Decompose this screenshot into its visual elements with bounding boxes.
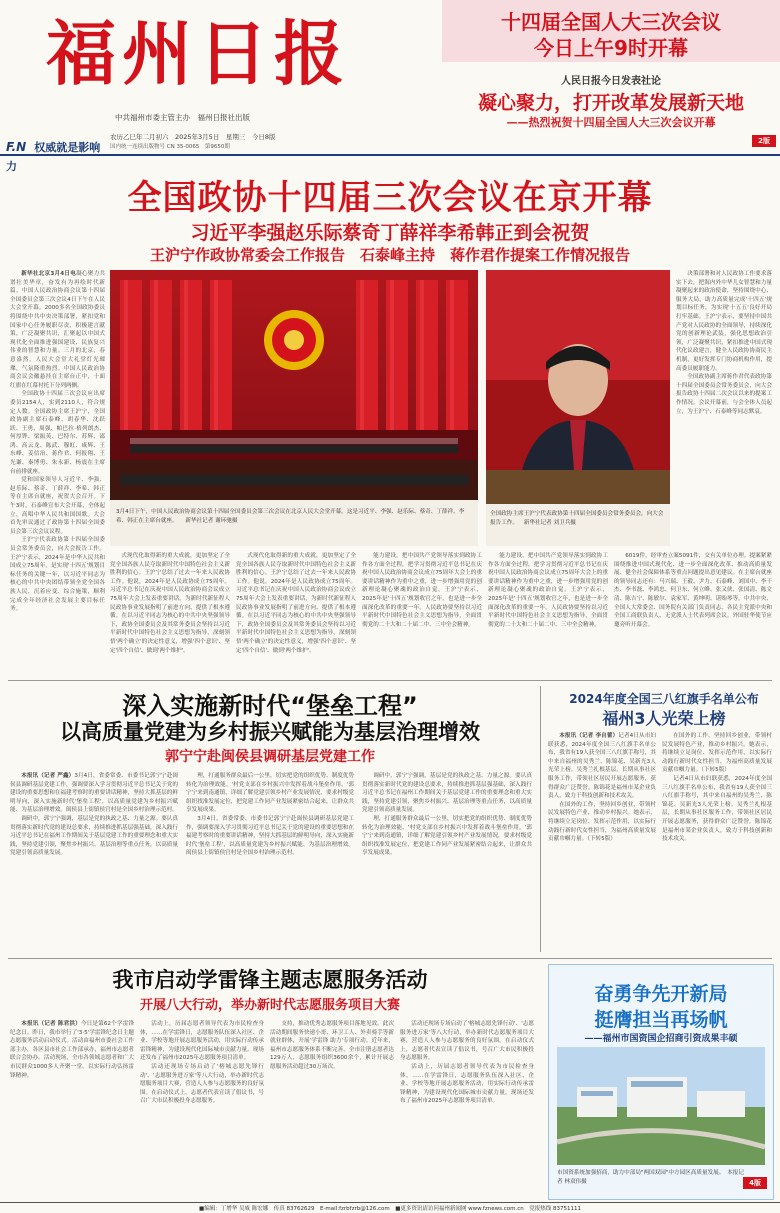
footer-text: ■编辑：丁增华 吴威 陈宏娜 传真 83762629 E-mail:fzrbfzrb@126.com ■更多资讯请访问福州新闻网 www.fznews.com.cn 党报热线 83751111	[199, 1206, 581, 1212]
story4-col1-text: 今日是第62个学雷锋纪念日。昨日，我市举行了'3·5'学雷锋纪念日主题志愿服务活动启动仪式。活动由福州市委社会工作部主办，各区县市社会工作部承办，福州市志愿者联合会协办。活动现场，全市各领域志愿者和广大市民群众1000多人齐聚一堂，以实际行动弘扬雷锋精神。	[10, 1021, 134, 1079]
lead-subtitle-1: 习近平李强赵乐际蔡奇丁薛祥李希韩正到会祝贺	[190, 222, 590, 244]
lead-col3-text: 能力建设，把中国共产党领导落实到政协工作各方面全过程，把学习贯彻习近平总书记在庆祝中国人民政治协商会议成立75周年大会上的重要讲话精神作为重中之重，进一步增强用党的创新理论凝心聚魂的政治自觉。王沪宁表示，2025年是'十四五'规划收官之年，也是进一步全面深化改革的重要一年。人民政协要坚持以习近平新时代中国特色社会主义思想为指导，全面贯彻党的二十大和二十届二中、三中全会精神。	[362, 553, 482, 628]
vertical-divider	[540, 686, 541, 952]
story3-col2-text: 在国外的工作，坚持回乡创业，带领村民发展特色产业，推动乡村振兴。她表示，将继续立足岗位、发挥示范作用，以实际行动践行新时代女性担当，为福州高质量发展贡献巾帼力量。（下转5版）	[662, 733, 772, 774]
page-badge-2: 2版	[752, 135, 776, 147]
top-headline-line2: 今日上午9时开幕	[534, 36, 688, 60]
lead-subtitle-2: 王沪宁作政协常委会工作报告 石泰峰主持 蒋作君作提案工作情况报告	[149, 246, 630, 264]
lead-column-5	[488, 552, 608, 674]
lead-column-4	[362, 552, 482, 674]
promo-caption: 市国资系统加强招商，助力中部局"两国双园"中方园区高质量发展。 本报记者 林双伟摄	[557, 1170, 744, 1185]
lead-column-2	[110, 552, 230, 674]
promo-title-1: 奋勇争先开新局	[594, 983, 728, 1005]
assembly-hall-image	[110, 270, 478, 546]
lead-photo-speaker	[486, 270, 670, 546]
photo2-credit: 新华社记者 刘卫兵摄	[523, 519, 576, 526]
masthead-title: 福州日报	[46, 12, 350, 95]
story2-col1b-text: 调研中，郭宁宁强调，基层是党的执政之基、力量之源。要认真贯彻落实新时代党的建设总要求，持续推进抓基层强基础，深入践行习近平总书记在福州工作期间关于基层党建工作的重要理念和重大实践，坚持党建引领，聚焦乡村振兴、基层治理等重点任务，以高质量党建引领高质量发展。	[10, 815, 178, 857]
story4-column-2	[140, 1020, 264, 1196]
lead-colR1b-text: 全国政协副主席蒋作君代表政协第十四届全国委员会常务委员会，向大会报告政协十四届二次会议以来的提案工作情况。会议开幕前，与会全体人员起立，为王沪宁、石泰峰等同志默哀。	[676, 374, 772, 415]
masthead	[0, 0, 440, 150]
story3-title: 2024年度全国三八红旗手名单公布	[569, 692, 759, 706]
story3-column-2	[662, 732, 772, 952]
story4-title: 我市启动学雷锋主题志愿服务活动	[112, 968, 428, 992]
story3-col1b-text: 在国外的工作，坚持回乡创业，带领村民发展特色产业，推动乡村振兴。她表示，将继续立足岗位、发挥示范作用，以实际行动践行新时代女性担当，为福州高质量发展贡献巾帼力量。（下转5版）	[548, 801, 656, 843]
story4-col4-text: 活动还现场专场启动了'榕城志愿先锋行动'、'志愿服务进万家'等八大行动，举办新时代志愿服务项目大赛，营造人人参与志愿服务的良好氛围。在启动仪式上，志愿者代表宣读了倡议书，号召广大市民积极投身志愿服务。	[400, 1021, 534, 1062]
lead-photo-assembly	[110, 270, 478, 546]
photo1-caption-text: 3月4日下午，中国人民政治协商会议第十四届全国委员会第三次会议在北京人民大会堂开幕。这是习近平、李强、赵乐际、蔡奇、丁薛祥、李希、韩正在主席台就座。	[116, 509, 465, 524]
story3-col1-text: 记者4日从市妇联获悉，2024年度全国三八红旗手名单公布，我省有19人获全国三八红旗手称号，其中来自福州的吴秀兰、陈锦花、吴新光3人光荣上榜。吴秀兰扎根基层，长期从事社区服务工作，带领社区居民开展志愿服务，获得群众广泛赞誉。陈锦花是福州市某企业负责人，致力于科技创新和技术攻关。	[548, 733, 656, 800]
story3-column-1	[548, 732, 656, 952]
masthead-tagline: 中共福州市委主管主办 福州日报社出版	[115, 113, 250, 122]
masthead-rule	[0, 154, 780, 156]
lead-column-3	[236, 552, 356, 674]
slogan-bar	[6, 136, 106, 173]
lead-photo1-caption	[116, 508, 472, 542]
lead-col1b-text: 全国政协十四届三次会议应出席委员2154人，实到2110人，符合规定人数。全国政协主席王沪宁，全国政协副主席石泰峰、胡春华、沈跃跃、王勇、周强、帕巴拉·格列朗杰、何厚铧、梁振英、巴特尔、苏辉、邵鸿、高云龙、陈武、穆虹、咸辉、王东峰、姜信治、蒋作君、何报翔、王光谦、秦博勇、朱永新、杨震在主席台前排就座。	[10, 391, 105, 475]
story2-col3-text: 调研中，郭宁宁强调，基层是党的执政之基、力量之源。要认真贯彻落实新时代党的建设总要求，持续推进抓基层强基础，深入践行习近平总书记在福州工作期间关于基层党建工作的重要理念和重大实践，坚持党建引领，聚焦乡村振兴、基层治理等重点任务，以高质量党建引领高质量发展。	[362, 773, 532, 814]
story2-title-2: 以高质量党建为乡村振兴赋能为基层治理增效	[60, 720, 480, 744]
lead-column-1	[10, 270, 105, 675]
story4-col3-text: 支持，推动优秀志愿服务项目落地见效。此次活动期间服务快递小哥、环卫工人、外卖骑手等新就业群体，开展'学雷锋 助力'专项行动。近年来，福州市志愿服务体系不断完善，全市注册志愿者达129万人，志愿服务组织3600余个，累计开展志愿服务活动超过30万场次。	[270, 1021, 394, 1070]
lead-colR1-text: 决策部署和对人民政协工作要求落实下去，把海内外中华儿女智慧和力量凝聚起来的政治使命，坚持围绕中心、服务大局，助力高质量完成'十四五'规划目标任务，为实现'十五五'良好开局打牢基础。王沪宁表示，要坚持中国共产党对人民政协的全面领导，持续深化党的创新理论武装，强化思想政治引领，广泛凝聚共识，紧扣推进中国式现代化议政建言，健全人民政协协商民主机制，更好发挥专门协商机构作用，提高委员履职能力。	[676, 271, 772, 372]
story2-col3b-text: 理，打通服务群众最后一公里，切实把党的组织优势、制度优势转化为治理效能。'村党支部在乡村振兴中发挥着战斗堡垒作用。'郭宁宁来到南通镇，详细了解党建引领乡村产业发展情况，要求村级党组织找准发展定位，把党建工作同产业发展紧密结合起来，让群众共享发展成果。	[362, 815, 532, 857]
lead-col1-text: 凝心聚力共谱壮美华章，奋发有为再绘时代新篇。中国人民政治协商会议第十四届全国委员会第三次会议4日下午在人民大会堂开幕。2000多名全国政协委员将围绕中共中央决策部署，紧扣党和国家中心任务履职尽责，积极建言献策，广泛凝聚共识，汇聚起以中国式现代化全面推进强国建设、民族复兴伟业的智慧和力量。三月的北京，春意盎然。人民大会堂大礼堂灯光璀璨，气氛隆重热烈。中国人民政治协商会议会徽悬挂在主席台正中，十面红旗在红幕衬托下分列两侧。	[10, 271, 105, 389]
story2-col2-text: 理，打通服务群众最后一公里，切实把党的组织优势、制度优势转化为治理效能。'村党支部在乡村振兴中发挥着战斗堡垒作用。'郭宁宁来到南通镇，详细了解党建引领乡村产业发展情况，要求村级党组织找准发展定位，把党建工作同产业发展紧密结合起来，让群众共享发展成果。	[186, 773, 354, 814]
section-divider-2	[8, 958, 772, 959]
lead-column-6	[614, 552, 772, 674]
photo2-caption-text: 全国政协主席王沪宁代表政协第十四届全国委员会常务委员会，向大会报告工作。	[490, 511, 664, 526]
promo-photo	[557, 1047, 765, 1165]
story4-byline: 本报讯（记者 陈君洪）	[21, 1021, 81, 1027]
promo-title-2: 挺膺担当再场帆	[594, 1009, 728, 1031]
story2-col2b-text: 3月4日，省委常委、市委书记郭宁宁赴闽侯县调研基层党建工作，强调要深入学习贯彻习近平总书记关于党的建设的重要思想和在福建考察时的重要讲话精神，坚持大抓基层的鲜明导向，深入实施新时代'堡垒工程'，以高质量党建为乡村振兴赋能、为基层治理增效。闽侯县上街镇侯官村是全国乡村治理示范村。	[186, 815, 354, 857]
lead-col1d-text: 王沪宁代表政协第十四届全国委员会常务委员会，向大会报告工作。王沪宁表示，2024年是中华人民共和国成立75周年，是实现'十四五'规划目标任务的关键一年，以习近平同志为核心的中共中央团结带领全党全国各族人民，沉着应变、综合施策，顺利完成全年经济社会发展主要目标任务。	[10, 537, 105, 613]
promo-box	[548, 964, 774, 1200]
slogan-text: 权威就是影响力	[6, 141, 101, 173]
lead-photo2-caption	[490, 510, 666, 544]
story3-byline: 本报讯（记者 李自蕾）	[559, 733, 619, 739]
lead-col1c-text: 党和国家领导人习近平、李强、赵乐际、蔡奇、丁薛祥、李希、韩正等在主席台就座，祝贺大会召开。下午3时，石泰峰宣布大会开幕，全体起立，高唱中华人民共和国国歌。大会首先审议通过了政协第十四届全国委员会第三次会议议程。	[10, 477, 105, 535]
lead-column-right	[676, 270, 772, 545]
editorial-title: 凝心聚力，打开改革发展新天地	[477, 92, 744, 114]
footer-rule	[0, 1202, 780, 1203]
issue-info: 农历乙巳年二月初六 2025年3月5日 星期三 今日8版	[110, 133, 276, 141]
photo1-credit: 新华社记者 谢环驰摄	[185, 517, 238, 524]
story4-column-4	[400, 1020, 534, 1196]
editorial-subtitle: ——热烈祝贺十四届全国人大三次会议开幕	[506, 116, 716, 129]
story4-col4b-text: 活动上，历届志愿者领导代表为市民检查身体，……在学雷锋日，志愿服务队伍深入社区、企业、学校等地开展志愿服务活动，用实际行动传承雷锋精神，为建设现代化国际城市贡献力量。现场还发布了福州市2025年志愿服务项目清单。	[400, 1063, 534, 1105]
story4-col2b-text: 活动还现场专场启动了'榕城志愿先锋行动'、'志愿服务进万家'等八大行动，举办新时代志愿服务项目大赛，营造人人参与志愿服务的良好氛围。在启动仪式上，志愿者代表宣读了倡议书，号召广大市民积极投身志愿服务。	[140, 1063, 264, 1105]
story2-byline: 本报讯（记者 严鑫）	[21, 773, 75, 779]
page-badge-4: 4版	[743, 1177, 767, 1189]
speaker-image	[486, 270, 670, 546]
serial-number: 国内统一连续出版物号 CN 35-0065 第9650期	[110, 144, 230, 150]
lead-col2b-text: 式现代化取得新的重大成就，更加坚定了全党全国各族人民夺取新时代中国特色社会主义新胜利的信心。王沪宁总结了过去一年来人民政协工作。他说，2024年是人民政协成立75周年。习近平总书记在庆祝中国人民政治协商会议成立75周年大会上发表重要讲话，为新时代新征程人民政协事业发展指明了前进方向、提供了根本遵循。在以习近平同志为核心的中共中央坚强领导下，政协全国委员会及其常务委员会坚持以习近平新时代中国特色社会主义思想为指导，深刻领悟'两个确立'的决定性意义，增强'四个意识'、坚定'四个自信'、做到'两个维护'。	[236, 553, 356, 654]
lead-col2-text: 式现代化取得新的重大成就，更加坚定了全党全国各族人民夺取新时代中国特色社会主义新胜利的信心。王沪宁总结了过去一年来人民政协工作。他说，2024年是人民政协成立75周年。习近平总书记在庆祝中国人民政治协商会议成立75周年大会上发表重要讲话，为新时代新征程人民政协事业发展指明了前进方向、提供了根本遵循。在以习近平同志为核心的中共中央坚强领导下，政协全国委员会及其常务委员会坚持以习近平新时代中国特色社会主义思想为指导，深刻领悟'两个确立'的决定性意义，增强'四个意识'、坚定'四个自信'、做到'两个维护'。	[110, 553, 230, 654]
story2-title-1: 深入实施新时代“堡垒工程”	[122, 692, 418, 720]
lead-title: 全国政协十四届三次会议在京开幕	[127, 178, 653, 218]
story4-column-1	[10, 1020, 134, 1196]
lead-col4-text: 6019件，经审查立案5091件，交有关单位办理。提案紧紧围绕推进中国式现代化、进一步全面深化改革、推动高质量发展、健全社会保障体系等重点问题提出意见建议。在主席台就座的领导同志还有：马兴瑞、王毅、尹力、石泰峰、刘国中、李干杰、李书磊、李鸿忠、何卫东、何立峰、张又侠、张国清、陈文清、陈吉宁、陈敏尔、袁家军、黄坤明、谌贻琴等。中共中央、全国人大常委会、国务院有关部门负责同志、各民主党派中央和全国工商联负责人、无党派人士代表列席会议。外国驻华使节应邀旁听开幕会。	[614, 553, 772, 628]
top-headline-line1: 十四届全国人大三次会议	[501, 10, 721, 34]
story4-column-3	[270, 1020, 394, 1196]
story2-column-1	[10, 772, 178, 952]
industrial-park-image	[557, 1047, 765, 1165]
story3-col2b-text: 记者4日从市妇联获悉，2024年度全国三八红旗手名单公布，我省有19人获全国三八红旗手称号，其中来自福州的吴秀兰、陈锦花、吴新光3人光荣上榜。吴秀兰扎根基层，长期从事社区服务工作，带领社区居民开展志愿服务，获得群众广泛赞誉。陈锦花是福州市某企业负责人，致力于科技创新和技术攻关。	[662, 775, 772, 843]
lead-dateline: 新华社北京3月4日电	[21, 271, 77, 277]
story4-subtitle: 开展八大行动，举办新时代志愿服务项目大赛	[139, 998, 400, 1013]
story2-col1-text: 3月4日，省委常委、市委书记郭宁宁赴闽侯县调研基层党建工作，强调要深入学习贯彻习近平总书记关于党的建设的重要思想和在福建考察时的重要讲话精神，坚持大抓基层的鲜明导向，深入实施新时代'堡垒工程'，以高质量党建为乡村振兴赋能、为基层治理增效。闽侯县上街镇侯官村是全国乡村治理示范村。	[10, 773, 178, 814]
slogan-logo: F.N	[6, 140, 27, 154]
promo-subtitle: ——福州市国资国企招商引资成果丰硕	[584, 1034, 738, 1044]
top-right-box	[442, 0, 780, 152]
story3-subtitle: 福州3人光荣上榜	[602, 709, 726, 728]
story2-subtitle: 郭宁宁赴闽侯县调研基层党建工作	[165, 749, 375, 765]
story4-col2-text: 活动上，历届志愿者领导代表为市民检查身体，……在学雷锋日，志愿服务队伍深入社区、企业、学校等地开展志愿服务活动，用实际行动传承雷锋精神，为建设现代化国际城市贡献力量。现场还发布了福州市2025年志愿服务项目清单。	[140, 1021, 264, 1062]
editorial-byline: 人民日报今日发表社论	[561, 76, 661, 87]
lead-col3b-text: 能力建设，把中国共产党领导落实到政协工作各方面全过程，把学习贯彻习近平总书记在庆祝中国人民政治协商会议成立75周年大会上的重要讲话精神作为重中之重，进一步增强用党的创新理论凝心聚魂的政治自觉。王沪宁表示，2025年是'十四五'规划收官之年，也是进一步全面深化改革的重要一年。人民政协要坚持以习近平新时代中国特色社会主义思想为指导，全面贯彻党的二十大和二十届二中、三中全会精神。	[488, 553, 608, 628]
story2-column-3	[362, 772, 532, 952]
section-divider-1	[8, 680, 772, 681]
story2-column-2	[186, 772, 354, 952]
